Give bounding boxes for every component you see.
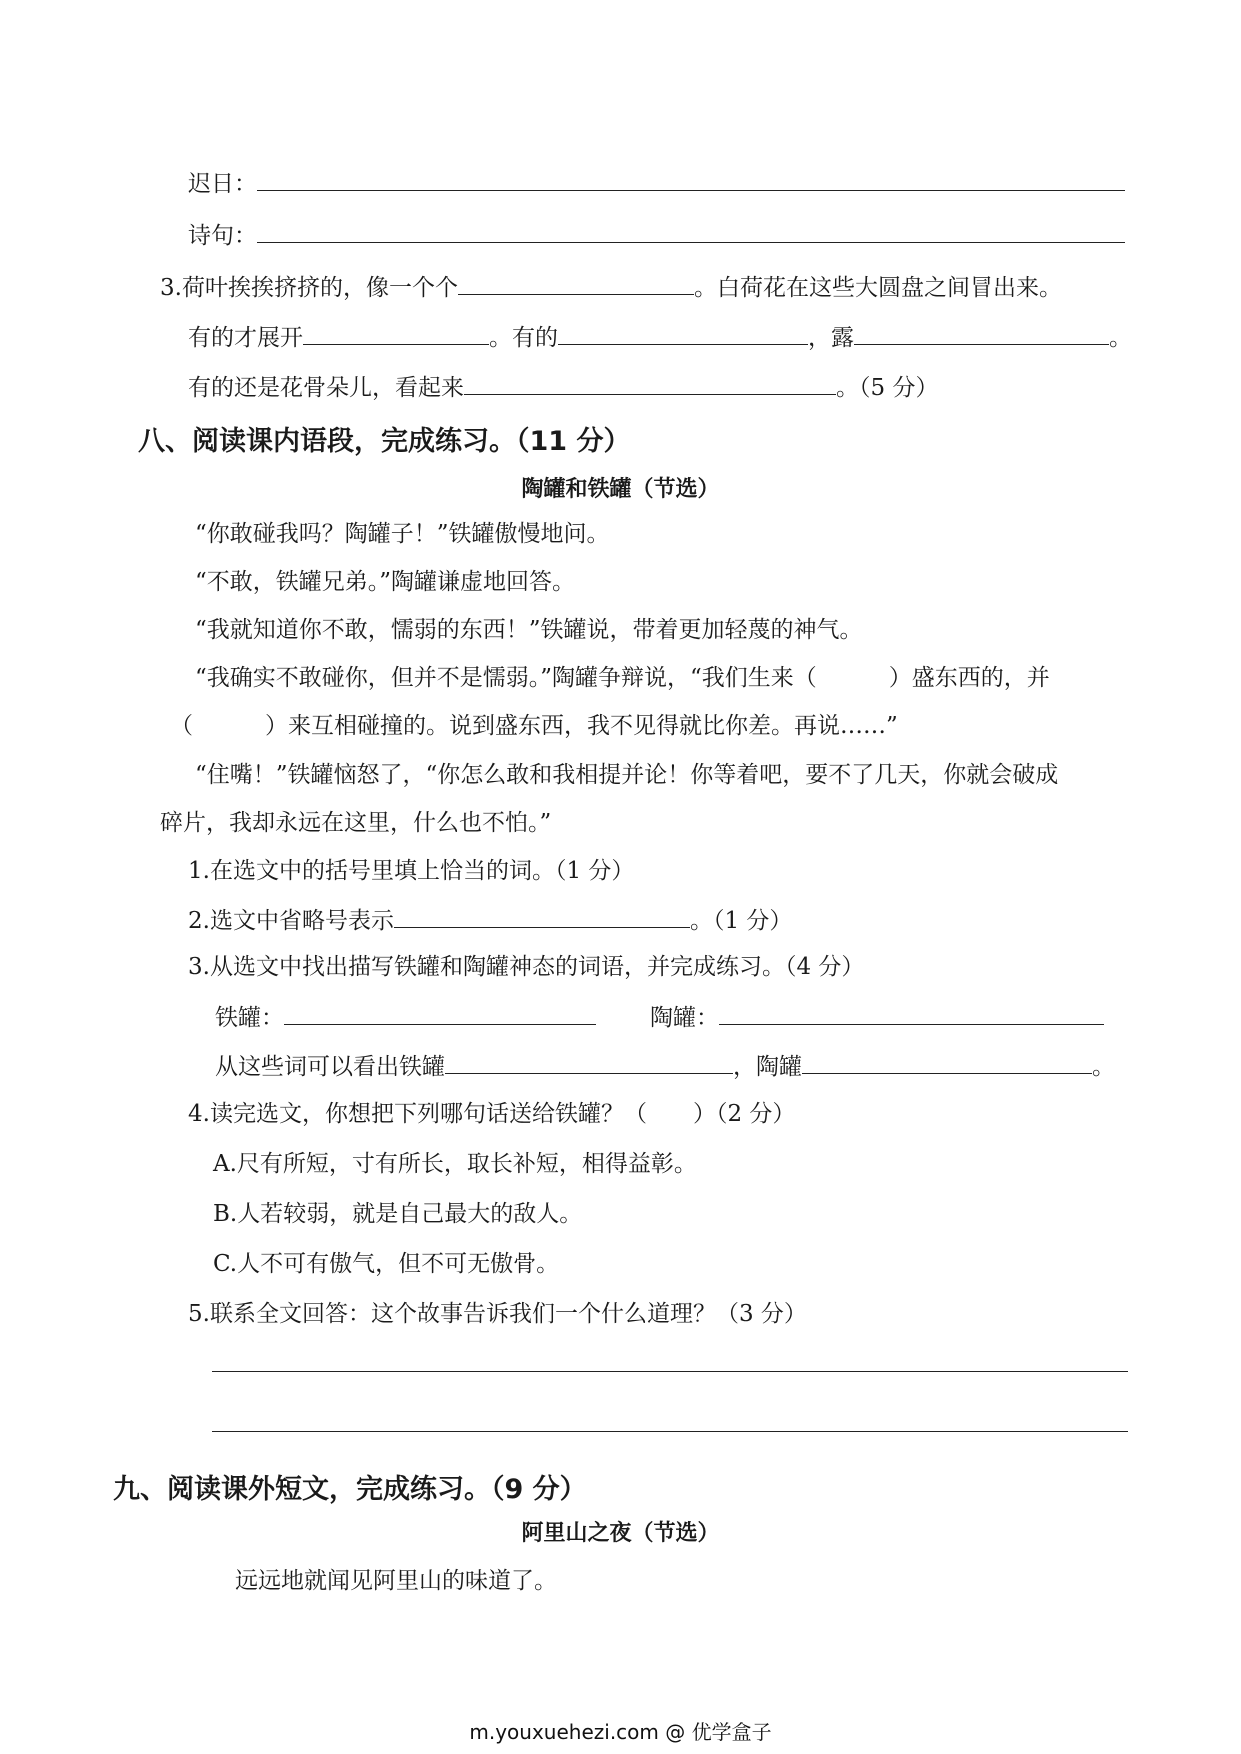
q7-item3-line3 bbox=[188, 370, 938, 404]
q7-item3-blank-4[interactable] bbox=[854, 320, 1109, 345]
s8-paragraph-1: “你敢碰我吗？陶罐子！”铁罐傲慢地问。 bbox=[195, 521, 610, 547]
s8-q3-text-c: 。 bbox=[1092, 1054, 1115, 1080]
late-day-label: 迟日： bbox=[188, 171, 257, 197]
q7-item3-text-a: 3.荷叶挨挨挤挤的，像一个个 bbox=[160, 275, 458, 301]
s8-q3-blank-2[interactable] bbox=[445, 1049, 733, 1074]
poem-label: 诗句： bbox=[188, 223, 257, 249]
s9-paragraph-1: 远远地就闻见阿里山的味道了。 bbox=[235, 1568, 557, 1594]
s8-q3-text-a: 从这些词可以看出铁罐 bbox=[215, 1054, 445, 1080]
s8-q3-iron-label: 铁罐： bbox=[215, 1005, 284, 1031]
s8-paragraph-3: “我就知道你不敢，懦弱的东西！”铁罐说，带着更加轻蔑的神气。 bbox=[195, 617, 863, 643]
s8-q3-pottery-blank[interactable] bbox=[719, 1000, 1104, 1025]
section-9-heading: 九、阅读课外短文，完成练习。（9 分） bbox=[113, 1474, 587, 1505]
s8-p4-text-a: “我确实不敢碰你，但并不是懦弱。”陶罐争辩说，“我们生来（ bbox=[195, 665, 817, 691]
q7-item3-line2 bbox=[188, 320, 1132, 354]
s8-question-3: 3.从选文中找出描写铁罐和陶罐神态的词语，并完成练习。（4 分） bbox=[188, 954, 865, 980]
section-8-passage-title: 陶罐和铁罐（节选） bbox=[521, 477, 720, 502]
q7-item3-text-g: 有的还是花骨朵儿，看起来 bbox=[188, 375, 464, 401]
section-8-heading: 八、阅读课内语段，完成练习。（11 分） bbox=[138, 426, 631, 457]
poem-row bbox=[188, 218, 1138, 252]
s8-q4-option-b[interactable]: B.人若较弱，就是自己最大的敌人。 bbox=[213, 1201, 583, 1227]
s8-q3-pottery-row bbox=[650, 1000, 1104, 1034]
s8-q3-line2 bbox=[215, 1049, 1115, 1083]
q7-item3-text-f: 。 bbox=[1109, 325, 1132, 351]
s8-q2-score: 。（1 分） bbox=[689, 908, 793, 934]
s8-q3-iron-blank[interactable] bbox=[284, 1000, 596, 1025]
q7-item3-blank-5[interactable] bbox=[464, 370, 836, 395]
s8-p4-text-b: ）盛东西的，并 bbox=[888, 665, 1050, 691]
s8-p4-text-c: （ bbox=[170, 713, 193, 739]
footer-watermark: m.youxuehezi.com @ 优学盒子 bbox=[469, 1720, 772, 1744]
s8-question-5: 5.联系全文回答：这个故事告诉我们一个什么道理？（3 分） bbox=[188, 1301, 807, 1327]
s8-paragraph-2: “不敢，铁罐兄弟。”陶罐谦虚地回答。 bbox=[195, 569, 576, 595]
s8-q3-pottery-label: 陶罐： bbox=[650, 1005, 719, 1031]
q7-item3-text-d: 。有的 bbox=[489, 325, 558, 351]
s8-paragraph-5-line2: 碎片，我却永远在这里，什么也不怕。” bbox=[160, 810, 552, 836]
s8-q5-answer-line-1[interactable] bbox=[212, 1371, 1128, 1372]
s8-paragraph-4-line1 bbox=[195, 662, 1050, 694]
q7-item3-score: 。（5 分） bbox=[836, 375, 939, 401]
s8-q3-text-b: ，陶罐 bbox=[733, 1054, 802, 1080]
q7-item3-line1 bbox=[160, 270, 1062, 304]
s8-q4-option-a[interactable]: A.尺有所短，寸有所长，取长补短，相得益彰。 bbox=[213, 1151, 697, 1177]
q7-item3-text-e: ，露 bbox=[808, 325, 854, 351]
s8-question-2 bbox=[188, 903, 792, 937]
s8-paragraph-5-line1: “住嘴！”铁罐恼怒了，“你怎么敢和我相提并论！你等着吧，要不了几天，你就会破成 bbox=[195, 762, 1059, 788]
q7-item3-text-b: 。白荷花在这些大圆盘之间冒出来。 bbox=[693, 275, 1062, 301]
late-day-row bbox=[188, 166, 1138, 200]
s8-paragraph-4-line2 bbox=[170, 710, 898, 742]
section-9-passage-title: 阿里山之夜（节选） bbox=[521, 1521, 720, 1546]
poem-answer-blank[interactable] bbox=[257, 218, 1125, 243]
s8-q2-blank[interactable] bbox=[394, 903, 690, 928]
s8-q3-blank-3[interactable] bbox=[802, 1049, 1092, 1074]
s8-q4-option-c[interactable]: C.人不可有傲气，但不可无傲骨。 bbox=[213, 1251, 560, 1277]
s8-question-1: 1.在选文中的括号里填上恰当的词。（1 分） bbox=[188, 858, 635, 884]
s8-q3-iron-row bbox=[215, 1000, 596, 1034]
q7-item3-blank-3[interactable] bbox=[558, 320, 808, 345]
s8-question-4: 4.读完选文，你想把下列哪句话送给铁罐？（ ）（2 分） bbox=[188, 1101, 796, 1127]
s8-q5-answer-line-2[interactable] bbox=[212, 1431, 1128, 1432]
q7-item3-text-c: 有的才展开 bbox=[188, 325, 303, 351]
s8-p4-text-d: ）来互相碰撞的。说到盛东西，我不见得就比你差。再说……” bbox=[265, 713, 898, 739]
s8-q2-text: 2.选文中省略号表示 bbox=[188, 908, 394, 934]
late-day-answer-blank[interactable] bbox=[257, 166, 1125, 191]
q7-item3-blank-2[interactable] bbox=[303, 320, 489, 345]
q7-item3-blank-1[interactable] bbox=[458, 270, 694, 295]
